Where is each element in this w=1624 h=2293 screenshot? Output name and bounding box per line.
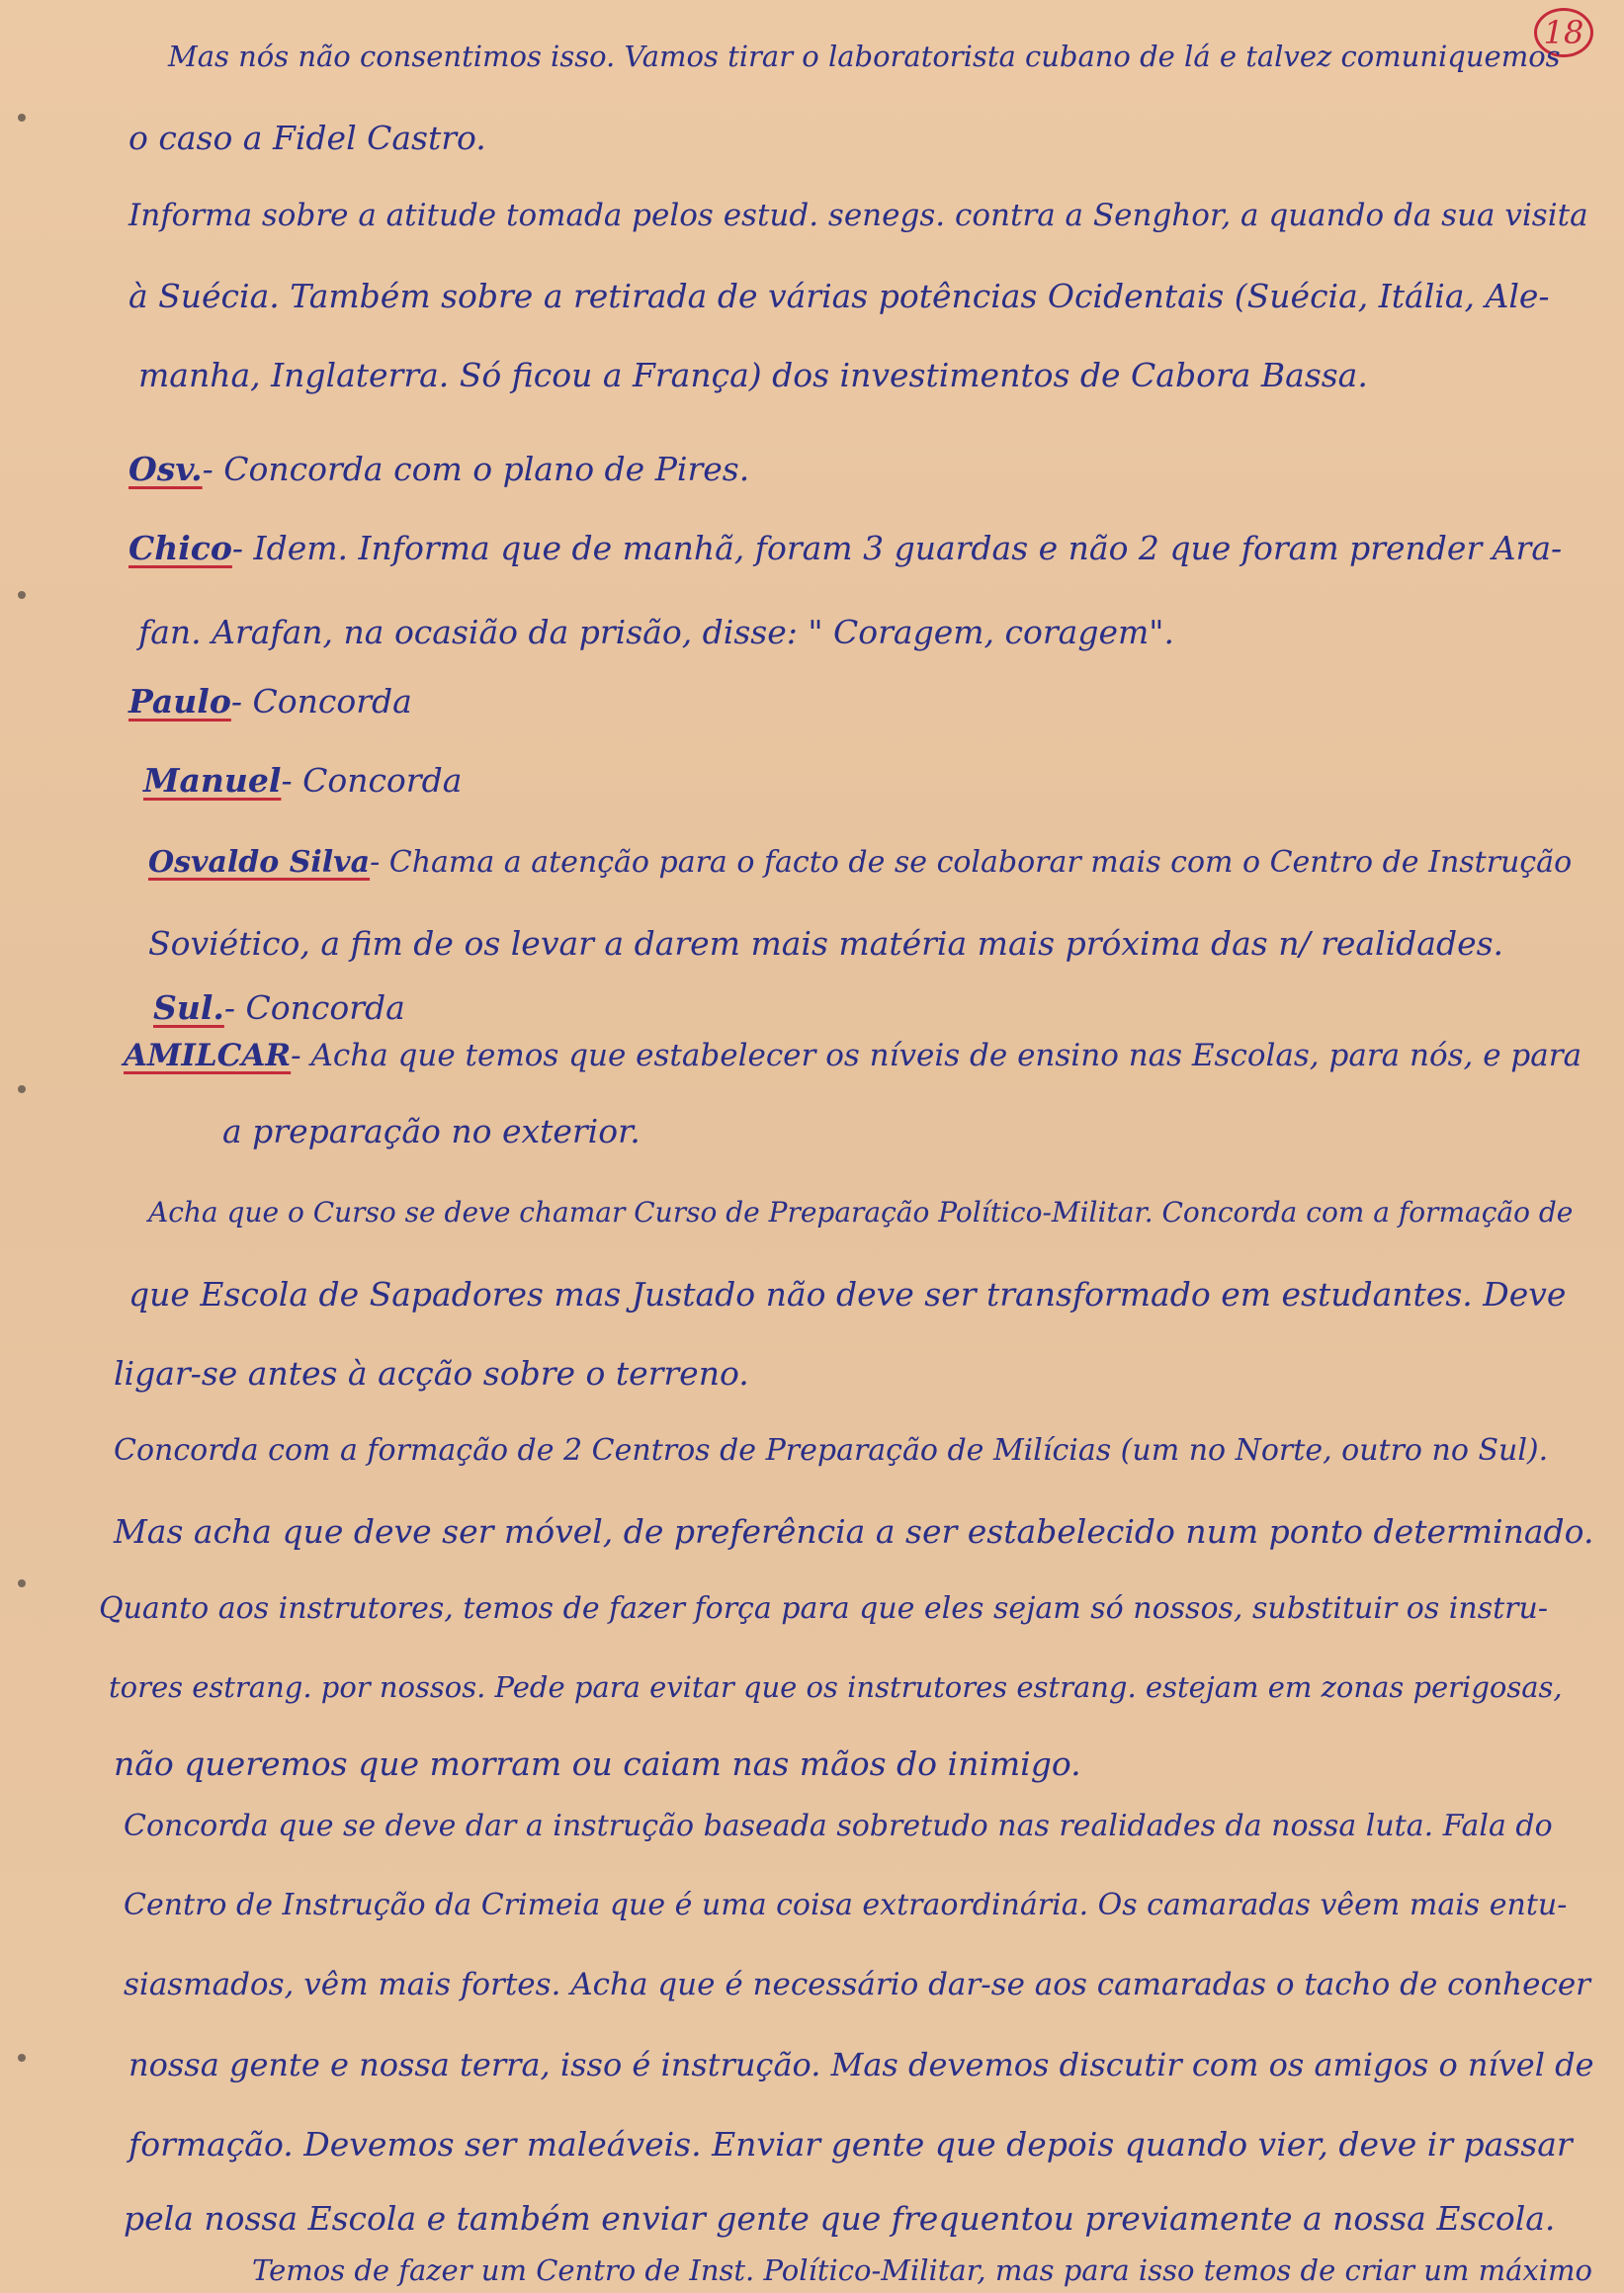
handwritten-line: Mas nós não consentimos isso. Vamos tirar o laboratorista cubano de lá e talvez comuniquemos (168, 40, 1561, 73)
speaker-name: AMILCAR (124, 1038, 292, 1073)
speaker-line: AMILCAR- Acha que temos que estabelecer os níveis de ensino nas Escolas, para nós, e para (124, 1038, 1582, 1073)
handwritten-line: Centro de Instrução da Crimeia que é uma coisa extraordinária. Os camaradas vêem mais entu- (124, 1888, 1568, 1922)
speaker-name: Manuel (143, 761, 282, 800)
handwritten-line: siasmados, vêm mais fortes. Acha que é necessário dar-se aos camaradas o tacho de conhecer (124, 1967, 1591, 2002)
speaker-name: Paulo (128, 682, 231, 721)
handwritten-line: Acha que o Curso se deve chamar Curso de Preparação Político-Militar. Concorda com a formação de (148, 1196, 1574, 1229)
speaker-line: Manuel- Concorda (143, 761, 463, 800)
handwritten-line: manha, Inglaterra. Só ficou a França) dos investimentos de Cabora Bassa. (138, 356, 1368, 394)
handwritten-line: à Suécia. Também sobre a retirada de várias potências Ocidentais (Suécia, Itália, Ale- (128, 277, 1550, 315)
handwritten-line: Concorda que se deve dar a instrução baseada sobretudo nas realidades da nossa luta. Fala do (124, 1809, 1553, 1843)
page-number: 18 (1534, 8, 1593, 57)
handwritten-line: que Escola de Sapadores mas Justado não deve ser transformado em estudantes. Deve (128, 1275, 1567, 1314)
speaker-name: Osv. (128, 450, 203, 488)
punch-hole (18, 591, 26, 599)
handwritten-line: formação. Devemos ser maleáveis. Enviar gente que depois quando vier, deve ir passar (128, 2125, 1573, 2164)
handwritten-line: nossa gente e nossa terra, isso é instrução. Mas devemos discutir com os amigos o nível de (128, 2046, 1594, 2083)
handwritten-line: Concorda com a formação de 2 Centros de Preparação de Milícias (um no Norte, outro no Sul). (114, 1433, 1549, 1468)
speaker-name: Osvaldo Silva (148, 845, 371, 880)
speaker-line: Osvaldo Silva- Chama a atenção para o facto de se colaborar mais com o Centro de Instrução (148, 845, 1573, 880)
handwritten-line: Temos de fazer um Centro de Inst. Político-Militar, mas para isso temos de criar um máximo (252, 2253, 1592, 2287)
speaker-line: Sul.- Concorda (153, 988, 405, 1027)
handwritten-line: fan. Arafan, na ocasião da prisão, disse: " Coragem, coragem". (138, 613, 1174, 651)
speaker-line: Chico- Idem. Informa que de manhã, foram 3 guardas e não 2 que foram prender Ara- (128, 529, 1563, 567)
handwritten-line: Mas acha que deve ser móvel, de preferência a ser estabelecido num ponto determinado. (114, 1512, 1594, 1551)
handwritten-line: ligar-se antes à acção sobre o terreno. (114, 1354, 749, 1393)
punch-hole (18, 1579, 26, 1587)
punch-hole (18, 1085, 26, 1093)
handwritten-line: o caso a Fidel Castro. (128, 119, 486, 157)
handwritten-line: tores estrang. por nossos. Pede para evitar que os instrutores estrang. estejam em zonas perigosas, (109, 1670, 1563, 1704)
speaker-line: Osv.- Concorda com o plano de Pires. (128, 450, 750, 488)
handwritten-line: a preparação no exterior. (222, 1112, 641, 1150)
speaker-name: Chico (128, 529, 232, 567)
handwritten-line: Informa sobre a atitude tomada pelos estud. senegs. contra a Senghor, a quando da sua visita (128, 198, 1588, 233)
handwritten-line: pela nossa Escola e também enviar gente que frequentou previamente a nossa Escola. (124, 2199, 1556, 2238)
speaker-line: Paulo- Concorda (128, 682, 412, 721)
speaker-name: Sul. (153, 988, 224, 1027)
handwritten-line: Quanto aos instrutores, temos de fazer força para que eles sejam só nossos, substituir os instru- (99, 1591, 1548, 1626)
punch-hole (18, 114, 26, 122)
handwritten-line: não queremos que morram ou caiam nas mãos do inimigo. (114, 1744, 1081, 1783)
handwritten-line: Soviético, a fim de os levar a darem mais matéria mais próxima das n/ realidades. (148, 924, 1504, 963)
punch-hole (18, 2054, 26, 2062)
